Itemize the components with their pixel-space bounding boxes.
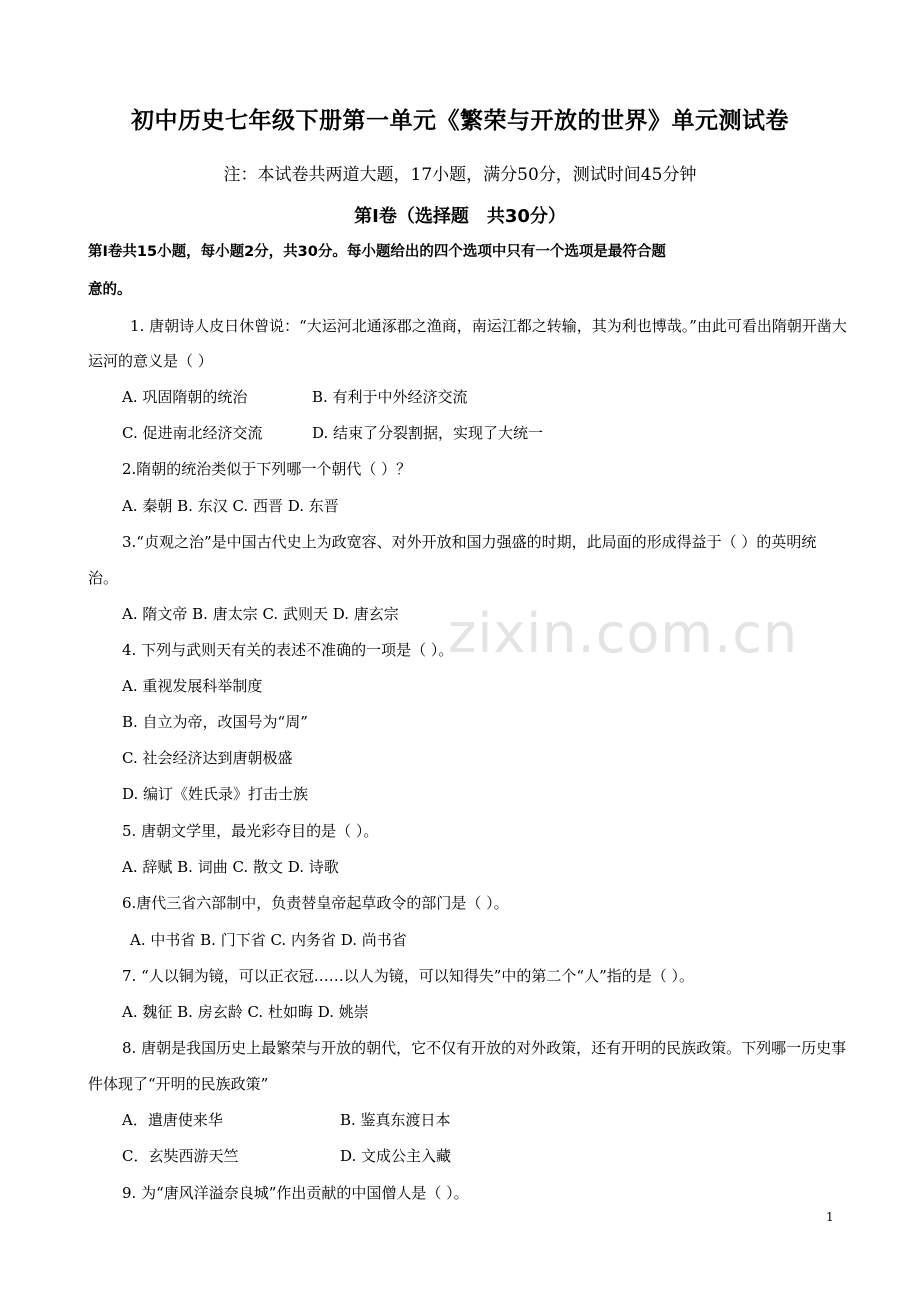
question-1-stem-cont: 运河的意义是（ ） xyxy=(88,352,213,370)
question-1-stem: 1. 唐朝诗人皮日休曾说：“大运河北通涿郡之渔商，南运江都之转输，其为利也博哉。”由此可看出隋朝开凿大 xyxy=(130,317,847,335)
question-3-stem-cont: 治。 xyxy=(88,569,119,587)
question-1-option-d: D. 结束了分裂割据，实现了大统一 xyxy=(312,424,544,442)
question-8-option-d: D. 文成公主入藏 xyxy=(340,1147,452,1165)
question-6-options: A. 中书省 B. 门下省 C. 内务省 D. 尚书省 xyxy=(130,931,407,949)
question-4-option-c: C. 社会经济达到唐朝极盛 xyxy=(122,749,293,767)
instructions-line-2: 意的。 xyxy=(88,282,132,298)
question-8-stem: 8. 唐朝是我国历史上最繁荣与开放的朝代，它不仅有开放的对外政策，还有开明的民族政策。下列哪一历史事 xyxy=(122,1039,847,1057)
question-9-stem: 9. 为“唐风洋溢奈良城”作出贡献的中国僧人是（ ）。 xyxy=(122,1184,469,1202)
question-1-option-b: B. 有利于中外经济交流 xyxy=(312,388,468,406)
question-4-option-a: A. 重视发展科举制度 xyxy=(122,677,263,695)
instructions-line-1: 第Ⅰ卷共15小题，每小题2分，共30分。每小题给出的四个选项中只有一个选项是最符合题 xyxy=(88,244,666,260)
question-8-option-c: C．玄奘西游天竺 xyxy=(122,1147,239,1165)
question-5-stem: 5. 唐朝文学里，最光彩夺目的是（ ）。 xyxy=(122,822,379,840)
section-title: 第Ⅰ卷（选择题 共30分） xyxy=(354,206,566,227)
question-1-option-a: A. 巩固隋朝的统治 xyxy=(122,388,248,406)
question-2-options: A. 秦朝 B. 东汉 C. 西晋 D. 东晋 xyxy=(122,497,339,515)
question-4-stem: 4. 下列与武则天有关的表述不准确的一项是（ ）。 xyxy=(122,641,454,659)
question-1-option-c: C. 促进南北经济交流 xyxy=(122,424,263,442)
question-4-option-d: D. 编订《姓氏录》打击士族 xyxy=(122,785,309,803)
question-8-stem-cont: 件体现了“开明的民族政策” xyxy=(88,1075,269,1093)
question-4-option-b: B. 自立为帝，改国号为“周” xyxy=(122,713,308,731)
question-6-stem: 6.唐代三省六部制中，负责替皇帝起草政令的部门是（ ）。 xyxy=(122,894,509,912)
question-7-stem: 7. “人以铜为镜，可以正衣冠……以人为镜，可以知得失”中的第二个“人”指的是（ ）。 xyxy=(122,967,695,985)
exam-note: 注：本试卷共两道大题，17小题，满分50分，测试时间45分钟 xyxy=(223,165,697,185)
question-8-option-b: B. 鉴真东渡日本 xyxy=(340,1111,451,1129)
question-2-stem: 2.隋朝的统治类似于下列哪一个朝代（ ）？ xyxy=(122,460,412,478)
question-7-options: A. 魏征 B. 房玄龄 C. 杜如晦 D. 姚崇 xyxy=(122,1003,369,1021)
question-8-option-a: A．遣唐使来华 xyxy=(122,1111,223,1129)
page-number: 1 xyxy=(826,1210,834,1224)
question-5-options: A. 辞赋 B. 词曲 C. 散文 D. 诗歌 xyxy=(122,858,339,876)
page-title: 初中历史七年级下册第一单元《繁荣与开放的世界》单元测试卷 xyxy=(131,108,789,134)
watermark: zixin.com.cn xyxy=(448,602,799,665)
question-3-stem: 3.“贞观之治”是中国古代史上为政宽容、对外开放和国力强盛的时期，此局面的形成得益于（ ）的英明统 xyxy=(122,533,817,551)
question-3-options: A. 隋文帝 B. 唐太宗 C. 武则天 D. 唐玄宗 xyxy=(122,605,399,623)
